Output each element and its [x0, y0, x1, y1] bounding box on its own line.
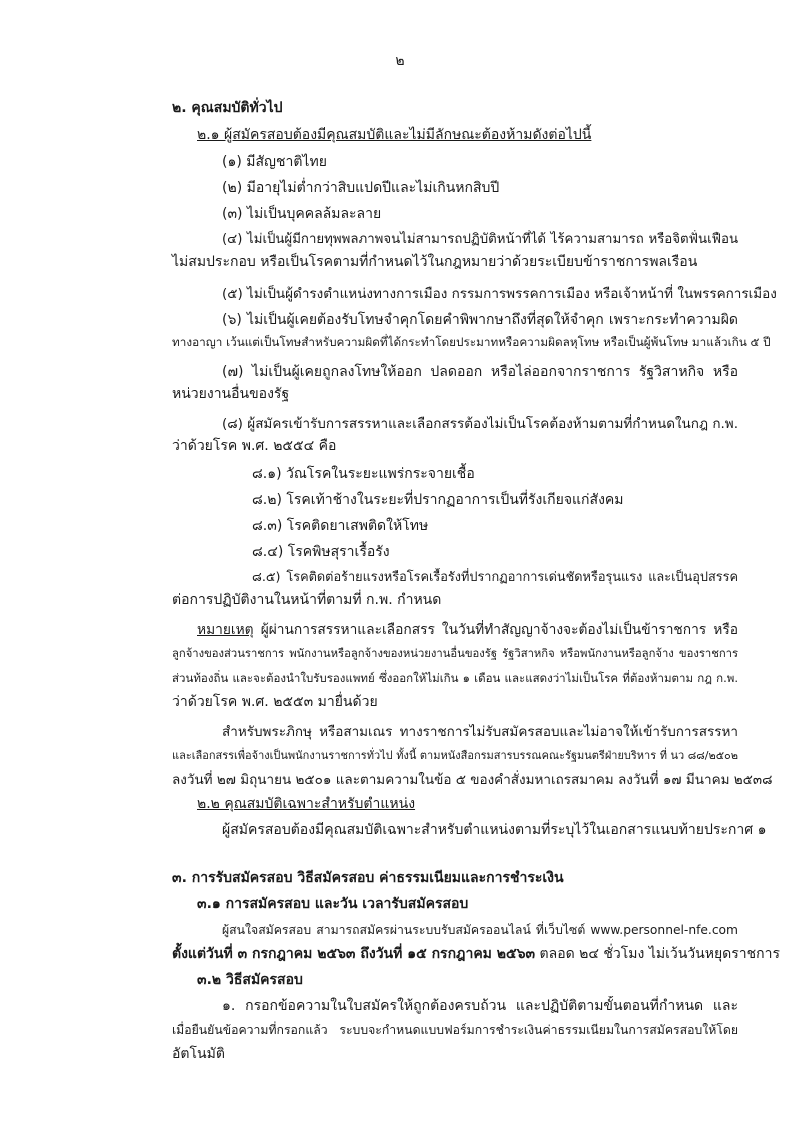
qualification-item-3: (๓) ไม่เป็นบุคคลล้มละลาย — [222, 206, 382, 222]
qualification-item-6-line-1: (๖) ไม่เป็นผู้เคยต้องรับโทษจำคุกโดยคำพิพากษาถึงที่สุดให้จำคุก เพราะกระทำความผิด — [222, 312, 738, 328]
qualification-item-1: (๑) มีสัญชาติไทย — [222, 154, 327, 170]
section-3-heading: ๓. การรับสมัครสอบ วิธีสมัครสอบ ค่าธรรมเนียมและการชำระเงิน — [172, 870, 564, 886]
disease-item-3: ๘.๓) โรคติดยาเสพติดให้โทษ — [252, 518, 429, 534]
section-3-1-body-line-2 — [172, 944, 780, 964]
section-2-2-title: ๒.๒ คุณสมบัติเฉพาะสำหรับตำแหน่ง — [197, 796, 416, 812]
section-2-2-body: ผู้สมัครสอบต้องมีคุณสมบัติเฉพาะสำหรับตำแหน่งตามที่ระบุไว้ในเอกสารแนบท้ายประกาศ ๑ — [222, 822, 767, 838]
disease-item-5-line-2: ต่อการปฏิบัติงานในหน้าที่ตามที่ ก.พ. กำหนด — [172, 592, 442, 608]
qualification-item-5: (๕) ไม่เป็นผู้ดำรงตำแหน่งทางการเมือง กรรมการพรรคการเมือง หรือเจ้าหน้าที่ ในพรรคการเมือง — [222, 286, 777, 302]
note-text-1: ผู้ผ่านการสรรหาและเลือกสรร ในวันที่ทำสัญญาจ้างจะต้องไม่เป็นข้าราชการ หรือ — [253, 622, 738, 638]
disease-item-5-line-1: ๘.๕) โรคติดต่อร้ายแรงหรือโรคเรื้อรังที่ปรากฏอาการเด่นชัดหรือรุนแรง และเป็นอุปสรรค — [252, 570, 738, 585]
application-period: ตั้งแต่วันที่ ๓ กรกฎาคม ๒๕๖๓ ถึงวันที่ ๑๕ กรกฎาคม ๒๕๖๓ — [172, 946, 536, 962]
qualification-item-7-line-2: หน่วยงานอื่นของรัฐ — [172, 386, 290, 402]
page-number: ๒ — [395, 53, 405, 69]
note-line-2: ลูกจ้างของส่วนราชการ พนักงานหรือลูกจ้างของหน่วยงานอื่นของรัฐ รัฐวิสาหกิจ หรือพนักงานหรือลูกจ้าง ของราชการ — [172, 647, 738, 660]
application-hours: ตลอด ๒๔ ชั่วโมง ไม่เว้นวันหยุดราชการ — [535, 946, 781, 962]
qualification-item-8-line-1: (๘) ผู้สมัครเข้ารับการสรรหาและเลือกสรรต้องไม่เป็นโรคต้องห้ามตามที่กำหนดในกฎ ก.พ. — [222, 416, 738, 432]
disease-item-2: ๘.๒) โรคเท้าช้างในระยะที่ปรากฏอาการเป็นที่รังเกียจแก่สังคม — [252, 492, 624, 508]
note-line-1 — [197, 620, 738, 640]
qualification-item-7-line-1: (๗) ไม่เป็นผู้เคยถูกลงโทษให้ออก ปลดออก หรือไล่ออกจากราชการ รัฐวิสาหกิจ หรือ — [222, 364, 738, 380]
section-3-2-step-1-line-1: ๑. กรอกข้อความในใบสมัครให้ถูกต้องครบถ้วน และปฏิบัติตามขั้นตอนที่กำหนด และ — [222, 998, 738, 1014]
monk-paragraph-line-1: สำหรับพระภิกษุ หรือสามเณร ทางราชการไม่รับสมัครสอบและไม่อาจให้เข้ารับการสรรหา — [222, 724, 738, 740]
monk-paragraph-line-3: ลงวันที่ ๒๗ มิถุนายน ๒๕๐๑ และตามความในข้อ ๕ ของคำสั่งมหาเถรสมาคม ลงวันที่ ๑๗ มีนาคม ๒๕๓๘ — [172, 772, 773, 788]
qualification-item-8-line-2: ว่าด้วยโรค พ.ศ. ๒๕๕๔ คือ — [172, 438, 337, 454]
qualification-item-4-line-1: (๔) ไม่เป็นผู้มีกายทุพพลภาพจนไม่สามารถปฏิบัติหน้าที่ได้ ไร้ความสามารถ หรือจิตฟั่นเฟือน — [222, 232, 738, 247]
section-2-1-title: ๒.๑ ผู้สมัครสอบต้องมีคุณสมบัติและไม่มีลักษณะต้องห้ามดังต่อไปนี้ — [197, 127, 592, 143]
note-line-4: ว่าด้วยโรค พ.ศ. ๒๕๕๓ มายื่นด้วย — [172, 694, 378, 710]
note-label: หมายเหตุ — [197, 622, 254, 638]
section-3-2-step-1-line-3: อัตโนมัติ — [172, 1046, 225, 1062]
section-3-2-title: ๓.๒ วิธีสมัครสอบ — [197, 972, 303, 988]
qualification-item-2: (๒) มีอายุไม่ต่ำกว่าสิบแปดปีและไม่เกินหกสิบปี — [222, 180, 500, 196]
qualification-item-4-line-2: ไม่สมประกอบ หรือเป็นโรคตามที่กำหนดไว้ในกฎหมายว่าด้วยระเบียบข้าราชการพลเรือน — [172, 254, 698, 270]
note-line-3: ส่วนท้องถิ่น และจะต้องนำใบรับรองแพทย์ ซึ่งออกให้ไม่เกิน ๑ เดือน และแสดงว่าไม่เป็นโรค ที่ต้องห้ามตาม กฎ ก.พ. — [172, 671, 738, 685]
section-2-heading: ๒. คุณสมบัติทั่วไป — [172, 100, 283, 116]
qualification-item-6-line-2: ทางอาญา เว้นแต่เป็นโทษสำหรับความผิดที่ได้กระทำโดยประมาทหรือความผิดลหุโทษ หรือเป็นผู้พ้นโทษ มาแล้วเกิน ๕ ปี — [172, 335, 771, 349]
disease-item-1: ๘.๑) วัณโรคในระยะแพร่กระจายเชื้อ — [252, 466, 475, 482]
section-3-1-title: ๓.๑ การสมัครสอบ และวัน เวลารับสมัครสอบ — [197, 896, 469, 912]
monk-paragraph-line-2: และเลือกสรรเพื่อจ้างเป็นพนักงานราชการทั่วไป ทั้งนี้ ตามหนังสือกรมสารบรรณคณะรัฐมนตรีฝ่ายบริหาร ที่ นว ๘๘/๒๕๐๒ — [172, 749, 738, 762]
disease-item-4: ๘.๔) โรคพิษสุราเรื้อรัง — [252, 544, 390, 560]
section-3-2-step-1-line-2: เมื่อยืนยันข้อความที่กรอกแล้ว ระบบจะกำหนดแบบฟอร์มการชำระเงินค่าธรรมเนียมในการสมัครสอบให้โดย — [172, 1023, 738, 1037]
section-3-1-body-line-1: ผู้สนใจสมัครสอบ สามารถสมัครผ่านระบบรับสมัครออนไลน์ ที่เว็บไซต์ www.personnel-nfe.com — [222, 923, 738, 937]
